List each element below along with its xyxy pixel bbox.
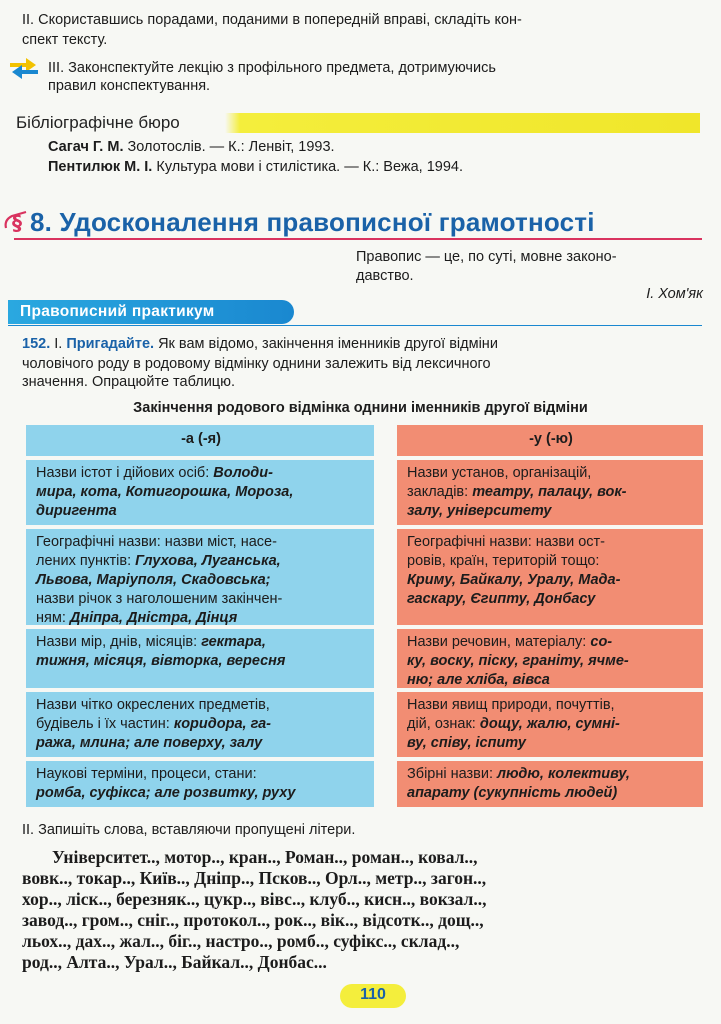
table-cell-line	[407, 696, 695, 715]
table-cell-right	[397, 761, 703, 807]
bibliography-entry	[48, 138, 335, 156]
table-cell-left	[26, 460, 374, 525]
table-cell-right	[397, 460, 703, 525]
epigraph-line2: давство.	[356, 268, 414, 284]
table-cell-line	[407, 715, 695, 734]
tasks-block	[22, 0, 712, 100]
table-cell-line	[407, 464, 695, 483]
task3-line2: правил конспектування.	[48, 78, 211, 94]
cell-text: будівель і їх частин:	[36, 716, 174, 732]
cell-example: Володи-	[213, 465, 273, 481]
part2-instruction: ІІ. Запишіть слова, вставляючи пропущені літери.	[22, 822, 356, 838]
cell-example: гектара,	[201, 634, 266, 650]
table-cell-line	[407, 671, 695, 690]
cell-example: Глухова, Луганська,	[135, 553, 281, 569]
table-cell-line	[36, 609, 366, 628]
word-line: льох.., дах.., жал.., біг.., настро.., ромб.., суфікс.., склад..,	[22, 931, 460, 951]
table-cell-right	[397, 629, 703, 688]
exercise-line	[22, 335, 498, 353]
section-sign-icon	[2, 210, 28, 232]
cell-text: лених пунктів:	[36, 553, 136, 569]
section-title: 8. Удосконалення правописної грамотності	[30, 207, 595, 237]
double-arrow-icon	[8, 57, 40, 79]
table-cell-left	[26, 692, 374, 757]
cell-example: Дніпра, Дністра, Дінця	[69, 610, 238, 626]
table-cell-line	[36, 696, 366, 715]
exercise-line: значення. Опрацюйте таблицю.	[22, 374, 236, 390]
cell-example: мира, кота, Котигорошка, Мороза,	[36, 484, 294, 500]
table-cell-line	[36, 552, 366, 571]
cell-example: тижня, місяця, вівторка, вересня	[36, 653, 286, 669]
word-line: Університет.., мотор.., кран.., Роман.., роман.., ковал..,	[52, 847, 478, 867]
table-cell-line	[36, 734, 366, 753]
table-cell-line	[36, 533, 366, 552]
cell-text: Географічні назви: назви ост-	[407, 534, 605, 550]
table-cell-line	[407, 734, 695, 753]
cell-text: Назви установ, організацій,	[407, 465, 592, 481]
cell-text: Назви речовин, матеріалу:	[407, 634, 591, 650]
table-cell-line	[407, 590, 695, 609]
table-cell-left	[26, 761, 374, 807]
cell-example: со-	[590, 634, 613, 650]
practicum-divider	[8, 325, 702, 326]
task2-line2: спект тексту.	[22, 32, 108, 48]
cell-example: апарату (сукупність людей)	[407, 785, 618, 801]
table-cell-left	[26, 529, 374, 625]
cell-example: людю, колективу,	[497, 766, 630, 782]
table-cell-line	[36, 590, 366, 609]
table-header-left: -а (-я)	[26, 425, 374, 456]
cell-text: Назви мір, днів, місяців:	[36, 634, 202, 650]
epigraph-author: І. Хом'як	[646, 286, 703, 302]
exercise-line: чоловічого роду в родовому відмінку однини залежить від лексичного	[22, 356, 491, 372]
cell-text: ровів, країн, територій тощо:	[407, 553, 600, 569]
table-cell-line	[407, 502, 695, 521]
table-cell-line	[407, 633, 695, 652]
word-line: род.., Алта.., Урал.., Байкал.., Донбас...	[22, 952, 327, 972]
svg-text:§: §	[12, 211, 22, 232]
exercise-part: І.	[50, 336, 67, 352]
page-number: 110	[360, 986, 386, 1003]
bibliography-author: Сагач Г. М.	[48, 139, 124, 155]
cell-text: Географічні назви: назви міст, насе-	[36, 534, 277, 550]
cell-text: Наукові терміни, процеси, стани:	[36, 766, 257, 782]
bibliography-author: Пентилюк М. І.	[48, 159, 153, 175]
table-header-right: -у (-ю)	[397, 425, 703, 456]
exercise-command: Пригадайте.	[66, 336, 155, 352]
bibliography-entry	[48, 158, 463, 176]
table-cell-line	[36, 784, 366, 803]
task3-line1: ІІІ. Законспектуйте лекцію з профільного предмета, дотримуючись	[48, 60, 496, 76]
cell-text: Назви явищ природи, почуттів,	[407, 697, 615, 713]
cell-example: ромба, суфікса; але розвитку, руху	[36, 785, 296, 801]
bibliography-work: Культура мови і стилістика. — К.: Вежа, 1994.	[152, 159, 463, 175]
cell-example: ву, співу, іспиту	[407, 735, 526, 751]
table-cell-line	[407, 784, 695, 803]
cell-example: Криму, Байкалу, Уралу, Мада-	[407, 572, 621, 588]
table-cell-line	[407, 552, 695, 571]
cell-example: залу, університету	[407, 503, 552, 519]
table-cell-line	[407, 652, 695, 671]
cell-example: ража, млина; але поверху, залу	[36, 735, 263, 751]
cell-example: коридора, га-	[173, 716, 272, 732]
bibliography-title: Бібліографічне бюро	[16, 113, 180, 132]
practicum-tab: Правописний практикум	[8, 300, 294, 324]
section-divider	[14, 238, 702, 240]
table-cell-line	[407, 571, 695, 590]
table-cell-line	[36, 715, 366, 734]
cell-text: назви річок з наголошеним закінчен-	[36, 591, 283, 607]
cell-example: дощу, жалю, сумні-	[479, 716, 620, 732]
table-cell-right	[397, 692, 703, 757]
exercise-text: Як вам відомо, закінчення іменників другої відміни	[154, 336, 498, 352]
table-cell-left	[26, 629, 374, 688]
table-cell-line	[36, 483, 366, 502]
table-cell-line	[407, 533, 695, 552]
table-cell-line	[36, 571, 366, 590]
cell-text: ням:	[36, 610, 70, 626]
bibliography-work: Золотослів. — К.: Ленвіт, 1993.	[123, 139, 335, 155]
word-line: завод.., гром.., сніг.., протокол.., рок.., вік.., відсотк.., дощ..,	[22, 910, 484, 930]
table-cell-line	[36, 464, 366, 483]
word-line: хор.., ліск.., березняк.., цукр.., вівс.., клуб.., кисн.., вокзал..,	[22, 889, 487, 909]
cell-example: ку, воску, піску, граніту, ячме-	[407, 653, 629, 669]
cell-example: ню; але хліба, вівса	[407, 672, 550, 688]
table-cell-line	[407, 765, 695, 784]
epigraph-line1: Правопис — це, по суті, мовне законо-	[356, 249, 617, 265]
cell-example: Львова, Маріуполя, Скадовська;	[36, 572, 271, 588]
table-cell-line	[36, 502, 366, 521]
cell-text: закладів:	[407, 484, 473, 500]
table-cell-line	[407, 483, 695, 502]
table-cell-line	[36, 633, 366, 652]
task2-line1: ІІ. Скориставшись порадами, поданими в попередній вправі, складіть кон-	[22, 12, 522, 28]
word-line: вовк.., токар.., Київ.., Дніпр.., Псков.., Орл.., метр.., загон..,	[22, 868, 487, 888]
cell-text: Назви істот і дійових осіб:	[36, 465, 214, 481]
table-cell-right	[397, 529, 703, 625]
table-title: Закінчення родового відмінка однини іменників другої відміни	[133, 400, 588, 416]
cell-example: диригента	[36, 503, 117, 519]
table-cell-line	[36, 765, 366, 784]
cell-example: гаскару, Єгипту, Донбасу	[407, 591, 596, 607]
cell-text: дій, ознак:	[407, 716, 480, 732]
table-cell-line	[36, 652, 366, 671]
cell-example: театру, палацу, вок-	[472, 484, 627, 500]
cell-text: Назви чітко окреслених предметів,	[36, 697, 270, 713]
exercise-number: 152.	[22, 336, 51, 352]
cell-text: Збірні назви:	[407, 766, 498, 782]
